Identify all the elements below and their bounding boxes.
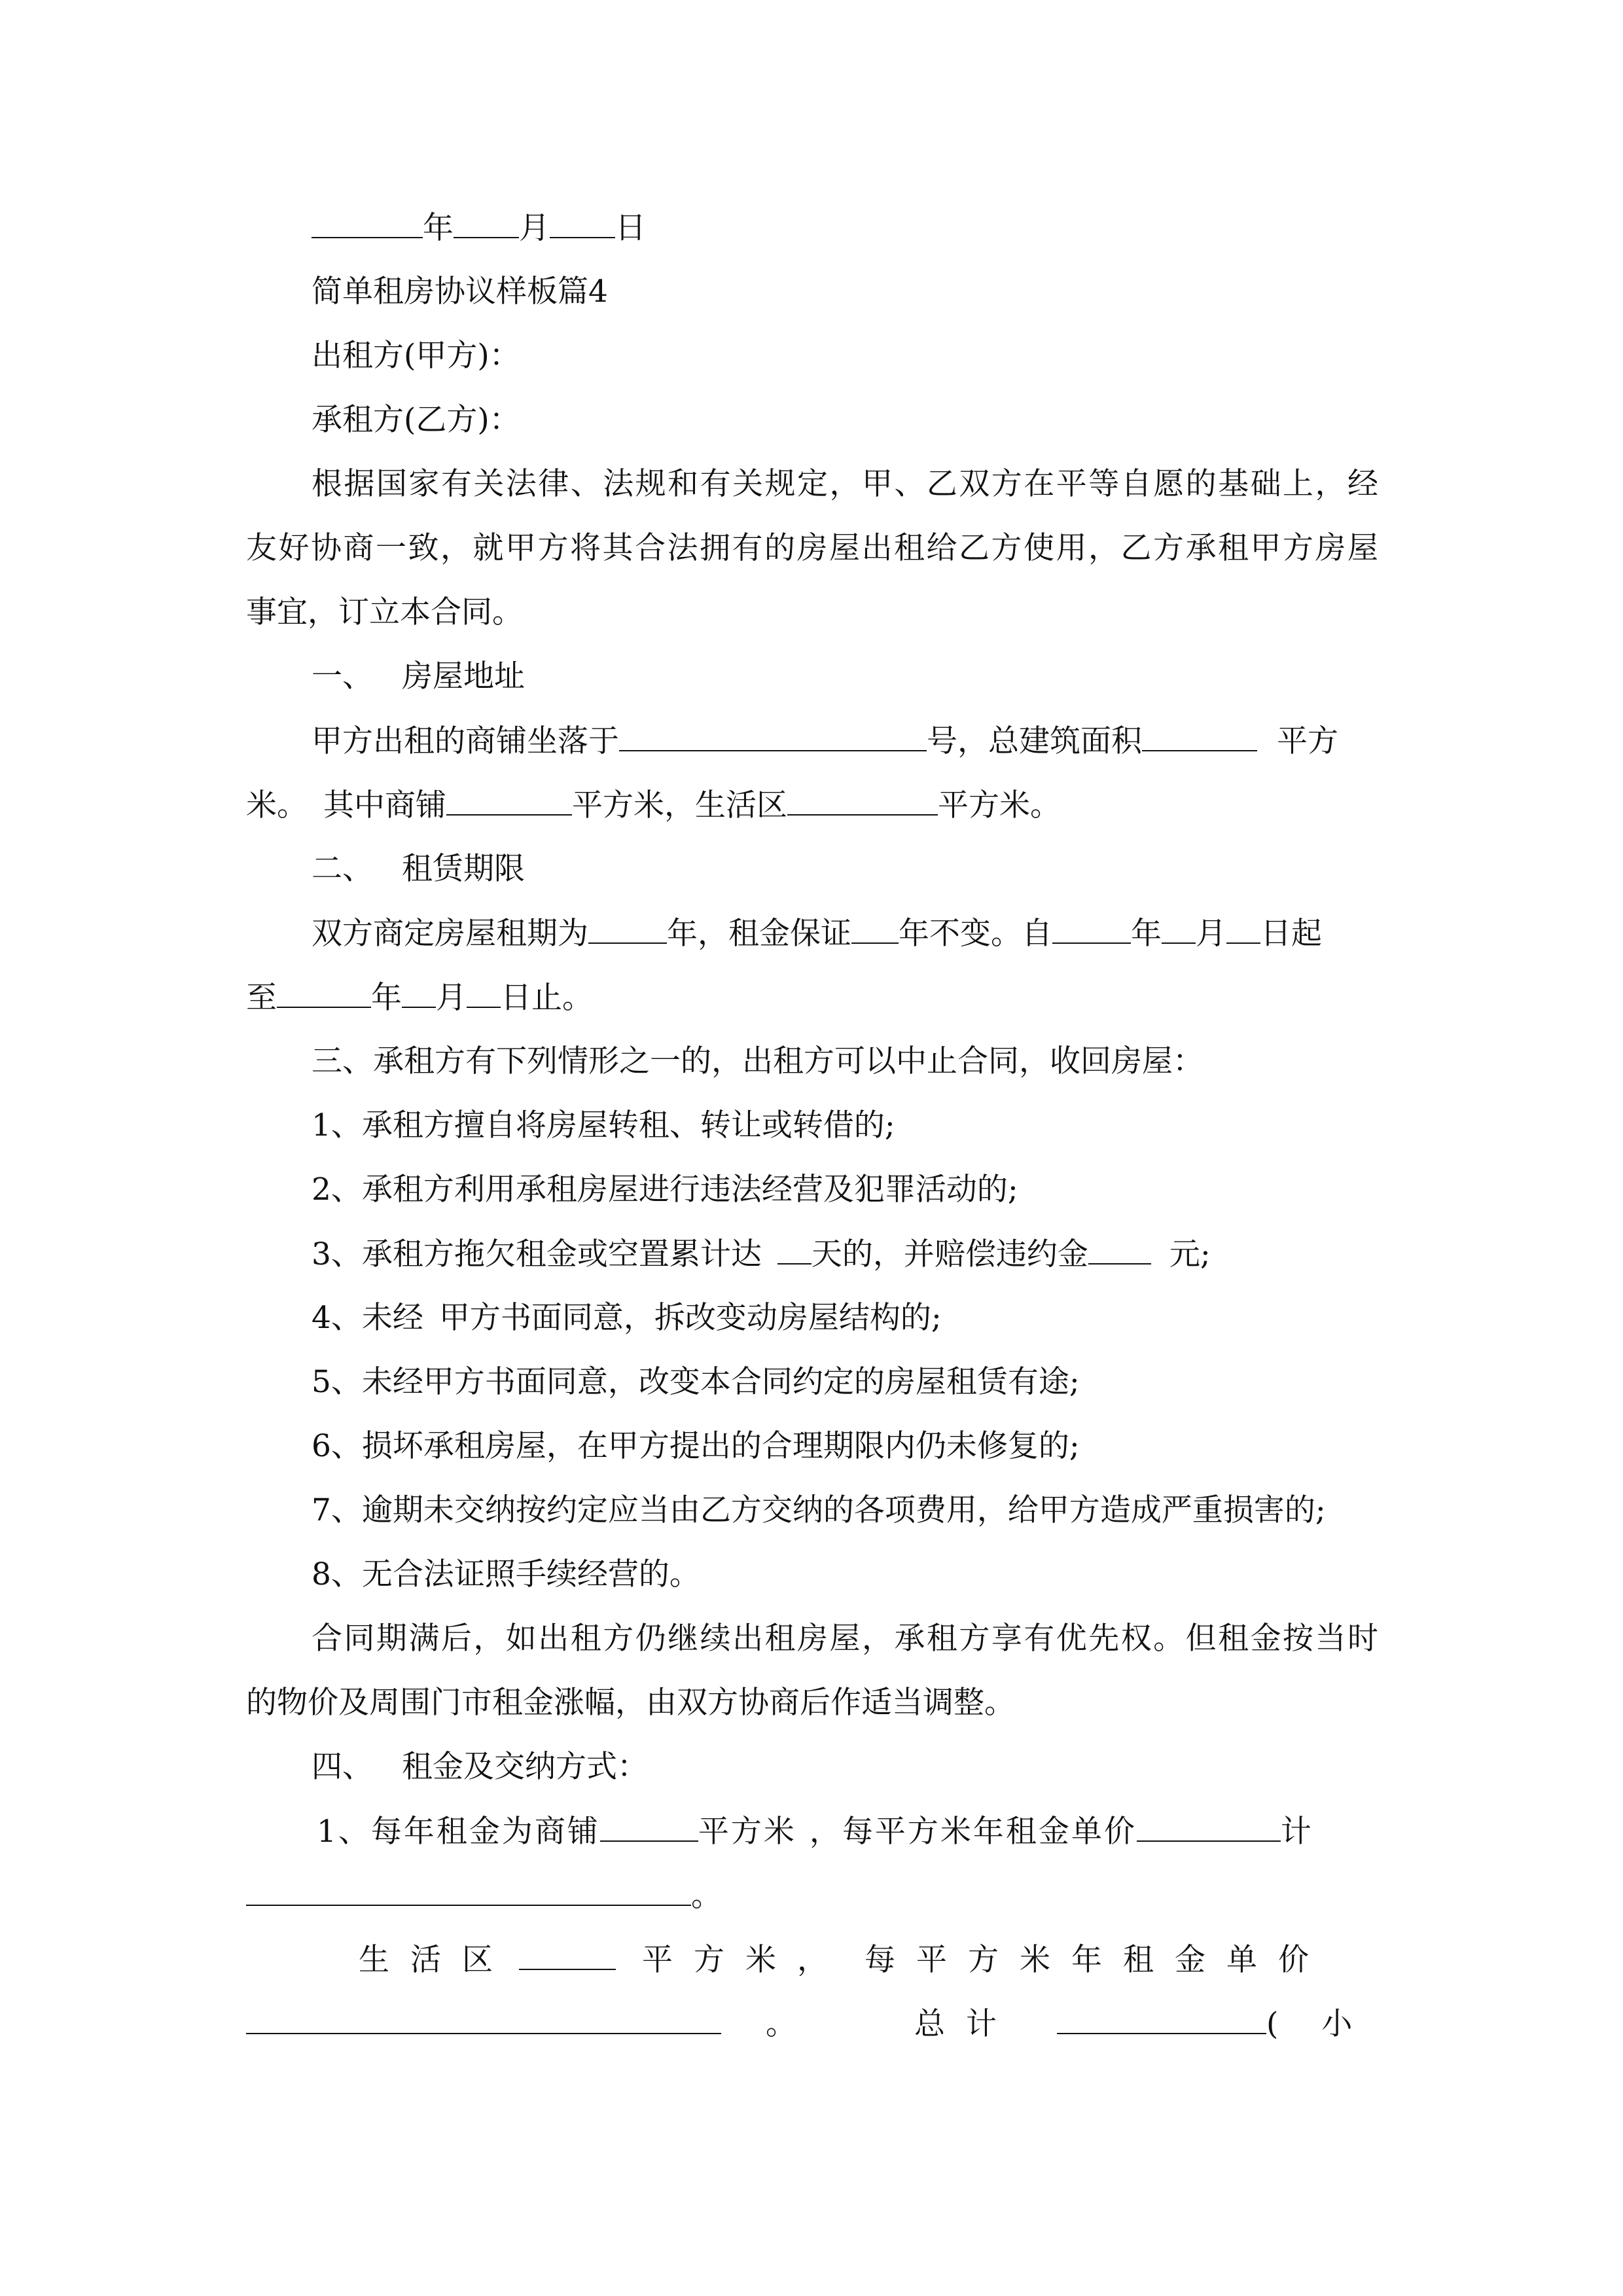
- blank-day: [550, 208, 615, 238]
- section-3-item-4: 4、未经 甲方书面同意，拆改变动房屋结构的;: [312, 1300, 942, 1336]
- section-3-item-3: 3、承租方拖欠租金或空置累计达 天的，并赔偿违约金 元;: [312, 1234, 1378, 1274]
- blank-end-day: [467, 978, 501, 1008]
- blank-shop-total: [246, 1876, 691, 1906]
- section-3-heading: 三、承租方有下列情形之一的，出租方可以中止合同，收回房屋：: [312, 1043, 1204, 1079]
- intro-line-2: 友好协商一致，就甲方将其合法拥有的房屋出租给乙方使用，乙方承租甲方房屋: [246, 530, 1378, 566]
- section-3-item-2: 2、承租方利用承租房屋进行违法经营及犯罪活动的;: [312, 1172, 1018, 1208]
- blank-vacant-days: [777, 1234, 812, 1265]
- blank-shop-address: [619, 721, 927, 751]
- blank-end-year: [277, 978, 371, 1008]
- intro-line-1: 根据国家有关法律、法规和有关规定，甲、乙双方在平等自愿的基础上，经: [312, 466, 1378, 502]
- section-4-line-4: 。 总计 ( 小: [246, 2004, 1378, 2044]
- date-line: 年 月 日: [312, 208, 1378, 248]
- blank-living-unit-price: [246, 2004, 721, 2034]
- blank-start-day: [1226, 914, 1260, 944]
- section-4-line-1: 1、每年租金为商铺 平方米 ，每平方米年租金单价 计: [317, 1812, 1383, 1852]
- blank-start-month: [1162, 914, 1196, 944]
- blank-year: [312, 208, 423, 238]
- renewal-line-1: 合同期满后，如出租方仍继续出租房屋，承租方享有优先权。但租金按当时: [312, 1621, 1378, 1657]
- blank-living-rent-area: [519, 1940, 616, 1970]
- section-4-line-3: 生活区 平方米， 每平方米年租金单价: [359, 1940, 1378, 1980]
- blank-living-area: [787, 785, 938, 816]
- section-4-heading: 四、 租金及交纳方式：: [312, 1749, 648, 1785]
- intro-line-3: 事宜，订立本合同。: [246, 594, 523, 630]
- section-2-line-1: 双方商定房屋租期为 年，租金保证 年不变。自 年 月 日起: [312, 914, 1378, 954]
- blank-rent-shop-area: [600, 1812, 698, 1842]
- section-3-item-6: 6、损坏承租房屋，在甲方提出的合理期限内仍未修复的;: [312, 1428, 1080, 1464]
- section-1-line-1: 甲方出租的商铺坐落于 号，总建筑面积 平方: [312, 721, 1378, 761]
- blank-end-month: [402, 978, 436, 1008]
- blank-start-year: [1052, 914, 1131, 944]
- section-3-item-8: 8、无合法证照手续经营的。: [312, 1556, 700, 1592]
- blank-shop-area: [446, 785, 572, 816]
- blank-fixed-years: [851, 914, 899, 944]
- blank-lease-years: [588, 914, 667, 944]
- blank-grand-total: [1057, 2004, 1266, 2034]
- section-2-heading: 二、 租赁期限: [312, 851, 525, 887]
- section-1-heading: 一、 房屋地址: [312, 658, 525, 694]
- section-2-line-2: 至 年 月 日止。: [246, 978, 1378, 1018]
- section-3-item-5: 5、未经甲方书面同意，改变本合同约定的房屋租赁有途;: [312, 1364, 1080, 1400]
- section-3-item-1: 1、承租方擅自将房屋转租、转让或转借的;: [312, 1107, 895, 1143]
- lessee-line: 承租方(乙方)：: [312, 402, 520, 438]
- blank-penalty: [1088, 1234, 1151, 1265]
- section-3-item-7: 7、逾期未交纳按约定应当由乙方交纳的各项费用，给甲方造成严重损害的;: [312, 1492, 1326, 1528]
- renewal-line-2: 的物价及周围门市租金涨幅，由双方协商后作适当调整。: [246, 1685, 1015, 1721]
- blank-month: [454, 208, 519, 238]
- section-4-line-2: 。: [246, 1876, 1378, 1916]
- document-title: 简单租房协议样板篇4: [312, 274, 608, 310]
- blank-shop-unit-price: [1137, 1812, 1281, 1842]
- lessor-line: 出租方(甲方)：: [312, 338, 520, 374]
- blank-total-area: [1142, 721, 1257, 751]
- section-1-line-2: 米。 其中商铺 平方米，生活区 平方米。: [246, 785, 1378, 825]
